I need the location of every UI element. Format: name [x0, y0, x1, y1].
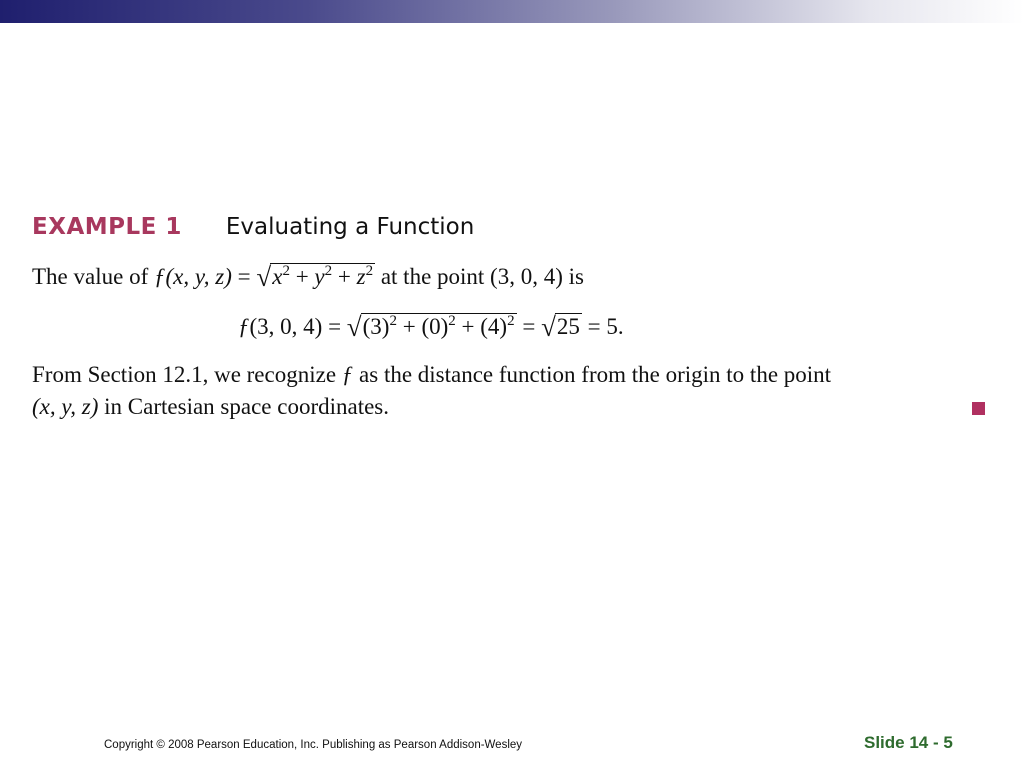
function-args: (3, 0, 4) = — [249, 314, 347, 339]
term-1: (3) — [362, 314, 390, 339]
line4-suffix: in Cartesian space coordinates. — [98, 394, 390, 419]
exponent-x: 2 — [282, 263, 290, 279]
square-root-expression — [256, 262, 584, 293]
term-3: (4) — [480, 314, 508, 339]
radicand — [270, 263, 375, 289]
example-header — [32, 214, 474, 248]
footer-copyright: Copyright © 2008 Pearson Education, Inc. Publishing as Pearson Addison-Wesley — [104, 739, 523, 751]
plus-1: + — [396, 314, 422, 339]
var-z: z — [356, 264, 366, 289]
radical-sign-icon: √ — [346, 312, 362, 342]
radicand — [361, 313, 517, 339]
line1-suffix: at the point (3, 0, 4) is — [375, 264, 584, 289]
square-root-expression — [347, 312, 517, 343]
exponent-1: 2 — [389, 313, 397, 329]
body-line-4 — [32, 394, 389, 420]
line1-prefix: The value of — [32, 264, 154, 289]
function-symbol: ƒ — [238, 314, 250, 339]
example-label: EXAMPLE 1 — [32, 214, 182, 240]
body-line-2-equation — [238, 312, 624, 343]
var-y: y — [314, 264, 325, 289]
radicand-25: 25 — [556, 314, 580, 339]
equals-sign: = — [231, 264, 257, 289]
function-symbol: ƒ — [341, 362, 354, 387]
term-2: (0) — [421, 314, 449, 339]
function-symbol: ƒ — [153, 264, 166, 289]
exponent-z: 2 — [365, 263, 374, 279]
result: = 5. — [581, 314, 624, 339]
line3-prefix: From Section 12.1, we recognize — [32, 362, 342, 387]
exponent-2: 2 — [448, 313, 456, 329]
radical-sign-icon: √ — [541, 312, 556, 342]
radical-sign-icon: √ — [256, 262, 272, 292]
plus-2: + — [332, 264, 357, 289]
body-line-3 — [32, 362, 831, 388]
end-of-example-square-icon — [972, 402, 985, 415]
example-title: Evaluating a Function — [225, 214, 475, 240]
plus-1: + — [289, 264, 315, 289]
exponent-y: 2 — [324, 263, 333, 279]
body-line-1 — [32, 262, 584, 293]
var-x: x — [272, 264, 283, 289]
exponent-3: 2 — [507, 313, 515, 329]
plus-2: + — [455, 314, 481, 339]
square-root-25 — [541, 312, 582, 343]
equals-sign: = — [516, 314, 542, 339]
title-gradient-bar — [0, 0, 1024, 23]
point-xyz: (x, y, z) — [32, 394, 99, 419]
function-args: (x, y, z) — [165, 264, 232, 289]
line3-suffix: as the distance function from the origin to the point — [353, 362, 832, 387]
slide-number: Slide 14 - 5 — [864, 733, 953, 752]
